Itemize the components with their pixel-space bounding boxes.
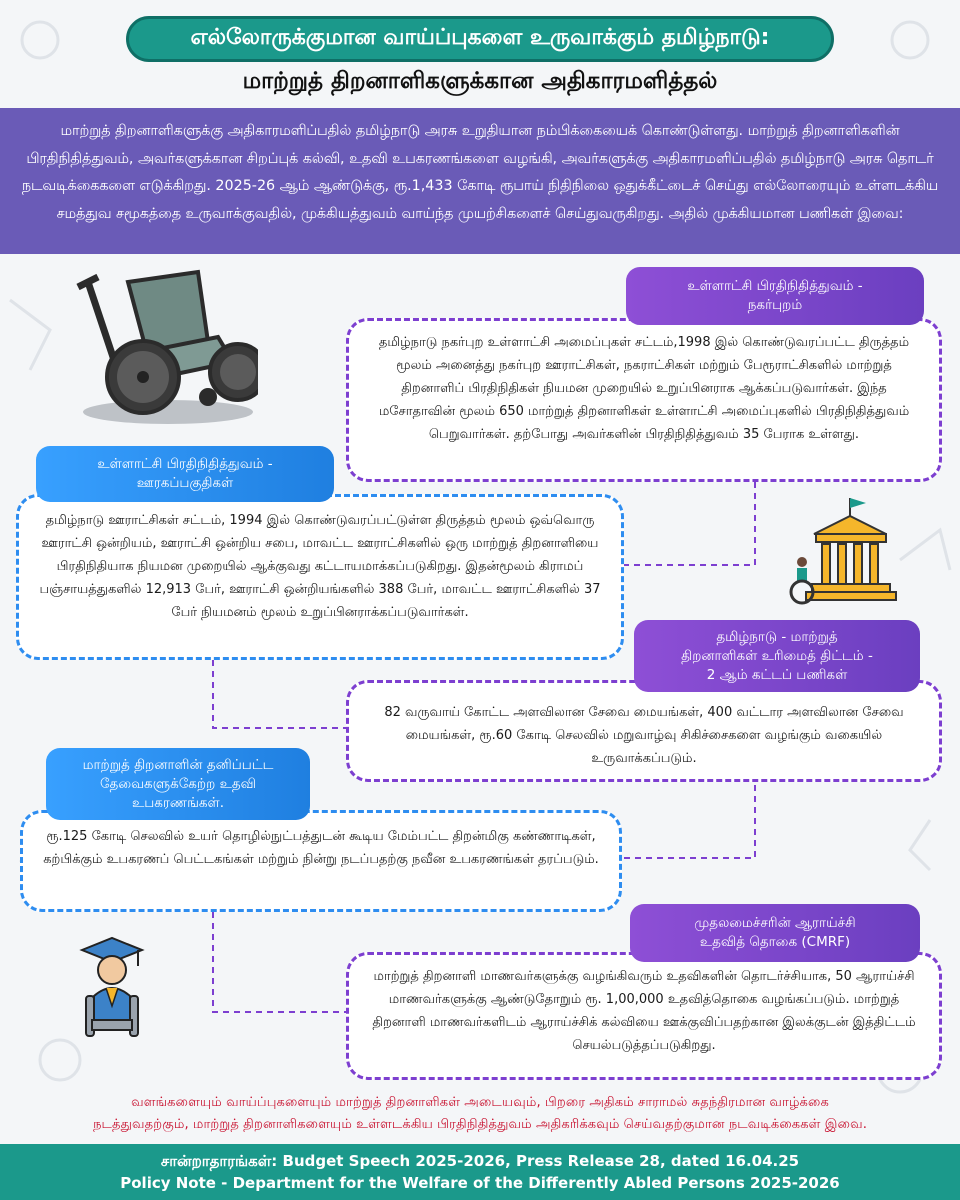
section-body-rural bbox=[16, 494, 624, 660]
section-heading-devices: மாற்றுத் திறனாளின் தனிப்பட்ட தேவைகளுக்கேற்ற உதவி உபகரணங்கள். bbox=[46, 748, 310, 820]
sources-text-1: Budget Speech 2025-2026, Press Release 28, dated 16.04.25 bbox=[282, 1152, 800, 1170]
cmrf-text: மாற்றுத் திறனாளி மாணவர்களுக்கு வழங்கிவரும் உதவிகளின் தொடர்ச்சியாக, 50 ஆராய்ச்சி மாணவர்களுக்கு ஆண்டுதோறும் ரூ. 1,00,000 உதவித்தொகை வழங்கப்படும். மாற்றுத் திறனாளி மாணவர்களிடம் ஆராய்ச்சிக் கல்வியை ஊக்குவிப்பதற்கான இலக்குடன் இத்திட்டம் செயல்படுத்தப்படுகிறது. bbox=[372, 969, 916, 1053]
urban-text: தமிழ்நாடு நகர்புற உள்ளாட்சி அமைப்புகள் சட்டம்,1998 இல் கொண்டுவரப்பட்ட திருத்தம் மூலம் அனைத்து நகர்புற ஊராட்சிகள், நகராட்சிகள் மற்றும் பேரூராட்சிகளில் மாற்றுத் திறனாளிப் பிரதிநிதிகள் நியமன முறையில் உறுப்பினராக ஆக்கப்படுவார்கள். இந்த மசோதாவின் மூலம் 650 மாற்றுத் திறனாளிகள் உள்ளாட்சி அமைப்புகளில் பிரதிநிதித்துவம் பெறுவார்கள். தற்போது அவர்களின் பிரதிநிதித்துவம் 35 பேராக உள்ளது. bbox=[378, 335, 910, 442]
government-building-icon bbox=[788, 494, 908, 606]
graduate-wheelchair-icon bbox=[72, 936, 152, 1048]
intro-paragraph: மாற்றுத் திறனாளிகளுக்கு அதிகாரமளிப்பதில் தமிழ்நாடு அரசு உறுதியான நம்பிக்கையைக் கொண்டுள்ளது. மாற்றுத் திறனாளிகளின் பிரதிநிதித்துவம், அவர்களுக்கான சிறப்புக் கல்வி, உதவி உபகரணங்களை வழங்கி, அவர்களுக்கு அதிகாரமளிப்பதில் தமிழ்நாடு அரசு தொடர் நடவடிக்கைகளை எடுக்கிறது. 2025-26 ஆம் ஆண்டுக்கு, ரூ.1,433 கோடி ரூபாய் நிதிநிலை ஒதுக்கீட்டைச் செய்து எல்லோரையும் உள்ளடக்கிய சமத்துவ சமூகத்தை உருவாக்குவதில், முக்கியத்துவம் வாய்ந்த முயற்சிகளைச் செய்துவருகிறது. அதில் முக்கியமான பணிகள் இவை: bbox=[0, 108, 960, 254]
section-heading-rights: தமிழ்நாடு - மாற்றுத் திறனாளிகள் உரிமைத் திட்டம் - 2 ஆம் கட்டப் பணிகள் bbox=[634, 620, 920, 692]
page-subtitle: மாற்றுத் திறனாளிகளுக்கான அதிகாரமளித்தல் bbox=[242, 68, 718, 94]
section-heading-urban: உள்ளாட்சி பிரதிநிதித்துவம் - நகர்புறம் bbox=[626, 267, 924, 325]
section-body-urban bbox=[346, 318, 942, 482]
sources-line-1 bbox=[0, 1150, 960, 1172]
section-body-cmrf bbox=[346, 952, 942, 1080]
section-body-devices bbox=[20, 810, 622, 912]
devices-text: ரூ.125 கோடி செலவில் உயர் தொழில்நுட்பத்துடன் கூடிய மேம்பட்ட திறன்மிகு கண்ணாடிகள், கற்பிக்கும் உபகரணப் பெட்டகங்கள் மற்றும் நின்று நடப்பதற்கு நவீன உபகரணங்கள் தரப்படும். bbox=[43, 829, 599, 867]
rights-text: 82 வருவாய் கோட்ட அளவிலான சேவை மையங்கள், 400 வட்டார அளவிலான சேவை மையங்கள், ரூ.60 கோடி செலவில் மறுவாழ்வு சிகிச்சைகளை வழங்கும் வகையில் உருவாக்கப்படும். bbox=[384, 705, 904, 766]
sources-text-2: Policy Note - Department for the Welfare of the Differently Abled Persons 2025-2026 bbox=[120, 1174, 840, 1192]
section-body-rights bbox=[346, 680, 942, 782]
page-title: எல்லோருக்குமான வாய்ப்புகளை உருவாக்கும் தமிழ்நாடு: bbox=[126, 16, 834, 62]
wheelchair-icon bbox=[58, 262, 258, 432]
closing-statement: வளங்களையும் வாய்ப்புகளையும் மாற்றுத் திறனாளிகள் அடையவும், பிறரை அதிகம் சாராமல் சுதந்திரமான வாழ்க்கை நடத்துவதற்கும், மாற்றுத் திறனாளிகளையும் உள்ளடக்கிய பிரதிநிதித்துவம் அதிகரிக்கவும் செய்வதற்குமான நடவடிக்கைகள் இவை. bbox=[93, 1095, 867, 1132]
section-heading-rural: உள்ளாட்சி பிரதிநிதித்துவம் - ஊரகப்பகுதிகள் bbox=[36, 446, 334, 502]
sources-footer bbox=[0, 1144, 960, 1200]
section-heading-cmrf: முதலமைச்சரின் ஆராய்ச்சி உதவித் தொகை (CMRF) bbox=[630, 904, 920, 962]
sources-label: சான்றாதாரங்கள்: bbox=[160, 1152, 278, 1170]
rural-text: தமிழ்நாடு ஊராட்சிகள் சட்டம், 1994 இல் கொண்டுவரப்பட்டுள்ள திருத்தம் மூலம் ஒவ்வொரு ஊராட்சி ஒன்றியம், ஊராட்சி ஒன்றிய சபை, மாவட்ட ஊராட்சிகளில் ஒரு மாற்றுத் திறனாளியை பிரதிநிதியாக நியமன முறையில் ஆக்குவது கட்டாயமாக்கப்படுகிறது. இதன்மூலம் கிராமப் பஞ்சாயத்துகளில் 12,913 பேர், ஊராட்சி ஒன்றியங்களில் 388 பேர், மாவட்ட ஊராட்சிகளில் 37 பேர் நியமனம் மூலம் உறுப்பினராக்கப்படுவார்கள். bbox=[39, 513, 601, 620]
